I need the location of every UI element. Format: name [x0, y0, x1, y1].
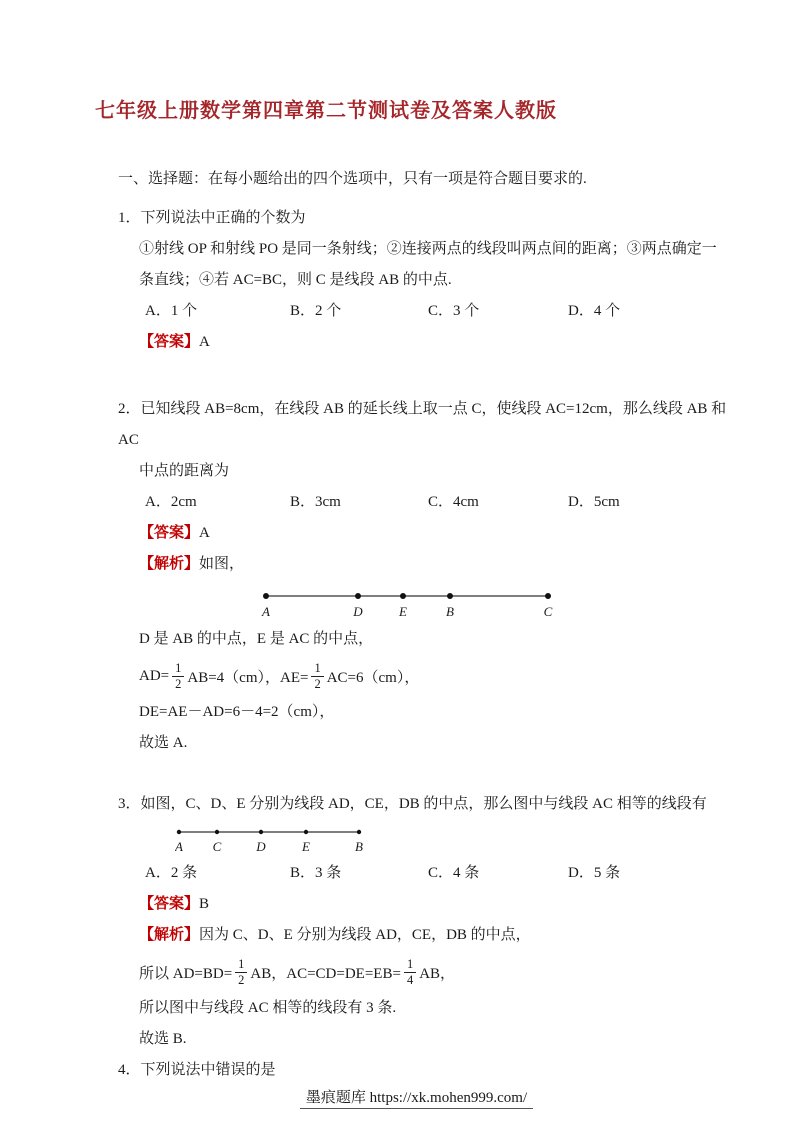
equation-segment: 所以 AD=BD= [139, 965, 233, 982]
diagram-point-label: C [543, 604, 553, 619]
diagram-point-label: E [302, 839, 310, 854]
diagram-point-dot [357, 830, 361, 834]
fraction-denominator: 2 [314, 676, 321, 691]
fraction-numerator: 1 [235, 957, 247, 973]
option-b: B．3 条 [290, 865, 342, 881]
fraction-denominator: 4 [406, 972, 414, 987]
fraction [235, 957, 247, 988]
question-1-body-line-1: ①射线 OP 和射线 PO 是同一条射线；②连接两点的线段叫两点间的距离；③两点确定一 [139, 241, 717, 257]
answer-marker: 【答案】 [139, 525, 200, 541]
fraction [311, 661, 323, 692]
question-2-stem-line-2: 中点的距离为 [139, 463, 230, 479]
option-b: B．3cm [290, 494, 341, 510]
fraction-numerator: 1 [172, 661, 184, 677]
question-3-analysis-equation-line [139, 951, 738, 993]
segment-diagram-q3 [175, 824, 365, 856]
equation-segment: AD= [139, 667, 170, 684]
analysis-text: 因为 C、D、E 分别为线段 AD，CE，DB 的中点， [199, 927, 531, 943]
answer-value: A [199, 525, 210, 541]
question-2-analysis-line-3: DE=AE－AD=6－4=2（cm）， [139, 704, 335, 720]
diagram-point-label: B [355, 839, 363, 854]
question-3 [95, 789, 738, 1055]
option-a: A．1 个 [145, 303, 198, 319]
diagram-point-label: D [256, 839, 266, 854]
diagram-point-label: E [399, 604, 407, 619]
analysis-intro-text: 如图， [199, 556, 245, 572]
question-3-analysis-line-1 [139, 920, 738, 951]
question-3-analysis-line-4: 故选 B. [139, 1031, 187, 1047]
fraction-denominator: 2 [175, 676, 182, 691]
diagram-point-label: C [212, 839, 222, 854]
option-a: A．2cm [145, 494, 197, 510]
diagram-point-dot [259, 830, 263, 834]
question-3-analysis-line-3: 所以图中与线段 AC 相等的线段有 3 条. [139, 1000, 397, 1016]
answer-value: A [199, 334, 210, 350]
question-3-options [145, 858, 738, 889]
footer-link[interactable]: 墨痕题库 https://xk.mohen999.com/ [300, 1090, 533, 1109]
section-header: 一、选择题：在每小题给出的四个选项中，只有一项是符合题目要求的. [118, 171, 587, 187]
number-line-diagram-q2 [260, 586, 560, 622]
diagram-point-dot [447, 593, 453, 599]
question-1-options [145, 296, 738, 327]
question-2-answer-line [139, 518, 738, 549]
question-2-stem-line-1: 2．已知线段 AB=8cm，在线段 AB 的延长线上取一点 C，使线段 AC=12cm，那么线段 AB 和 AC [118, 401, 727, 448]
question-2 [95, 394, 738, 759]
diagram-point-dot [304, 830, 308, 834]
fraction-numerator: 1 [404, 957, 416, 973]
fraction [172, 661, 184, 692]
answer-marker: 【答案】 [139, 334, 200, 350]
option-a: A．2 条 [145, 865, 198, 881]
diagram-point-label: B [446, 604, 454, 619]
page-title: 七年级上册数学第四章第二节测试卷及答案人教版 [95, 100, 557, 122]
question-1-body-line-2: 条直线；④若 AC=BC，则 C 是线段 AB 的中点. [139, 272, 452, 288]
question-4 [95, 1055, 738, 1086]
fraction-numerator: 1 [311, 661, 323, 677]
equation-segment: AB=4（cm），AE= [187, 669, 309, 686]
option-c: C．4 条 [428, 865, 480, 881]
diagram-point-dot [177, 830, 181, 834]
diagram-point-label: D [353, 604, 363, 619]
fraction-denominator: 2 [238, 972, 245, 987]
option-c: C．3 个 [428, 303, 480, 319]
diagram-point-label: A [262, 604, 270, 619]
diagram-point-dot [355, 593, 361, 599]
equation-segment: AC=6（cm）， [326, 669, 420, 686]
fraction [404, 957, 416, 988]
option-d: D．5cm [568, 494, 620, 510]
analysis-marker: 【解析】 [139, 927, 200, 943]
option-b: B．2 个 [290, 303, 342, 319]
equation-segment: AB， [419, 965, 456, 982]
equation-segment: AB，AC=CD=DE=EB= [250, 965, 401, 982]
question-2-analysis-equation-line [139, 655, 738, 697]
option-c: C．4cm [428, 494, 479, 510]
diagram-point-dot [545, 593, 551, 599]
diagram-point-dot [400, 593, 406, 599]
question-3-answer-line [139, 889, 738, 920]
question-2-analysis-intro [139, 549, 738, 580]
page-footer [300, 1086, 533, 1110]
question-2-options [145, 487, 738, 518]
option-d: D．4 个 [568, 303, 621, 319]
answer-marker: 【答案】 [139, 896, 200, 912]
diagram-point-dot [263, 593, 269, 599]
option-d: D．5 条 [568, 865, 621, 881]
diagram-point-label: A [175, 839, 183, 854]
question-2-analysis-line-4: 故选 A. [139, 735, 188, 751]
question-3-stem: 3．如图，C、D、E 分别为线段 AD，CE，DB 的中点，那么图中与线段 AC 相等的线段有 [118, 796, 707, 812]
diagram-point-dot [215, 830, 219, 834]
question-4-stem: 4．下列说法中错误的是 [118, 1062, 276, 1078]
question-2-analysis-line-1: D 是 AB 的中点，E 是 AC 的中点， [139, 631, 374, 647]
question-1 [95, 203, 738, 358]
question-1-stem: 1．下列说法中正确的个数为 [118, 210, 306, 226]
analysis-marker: 【解析】 [139, 556, 200, 572]
question-1-answer-line [139, 327, 738, 358]
answer-value: B [199, 896, 210, 912]
